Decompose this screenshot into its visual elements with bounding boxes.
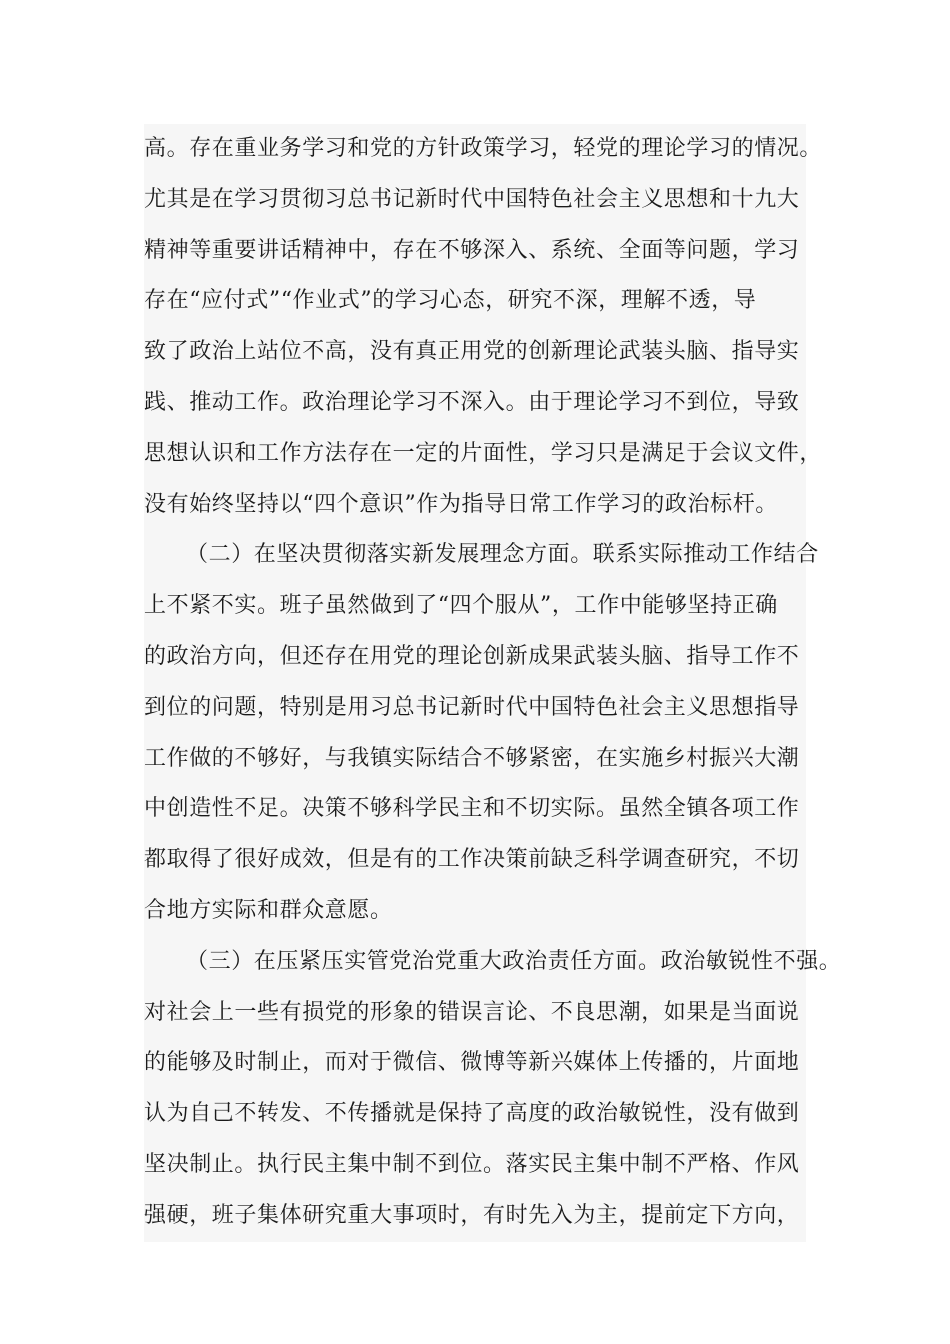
text-line: 致了政治上站位不高，没有真正用党的创新理论武装头脑、指导实 [144,339,800,365]
text-line: （三）在压紧压实管党治党重大政治责任方面。政治敏锐性不强。 [186,948,842,974]
text-line: 尤其是在学习贯彻习总书记新时代中国特色社会主义思想和十九大 [144,186,800,212]
text-line: 坚决制止。执行民主集中制不到位。落实民主集中制不严格、作风 [144,1151,800,1177]
text-line: 精神等重要讲话精神中，存在不够深入、系统、全面等问题，学习 [144,237,800,263]
text-line: 高。存在重业务学习和党的方针政策学习，轻党的理论学习的情况。 [144,136,823,161]
text-line: 存在“应付式”“作业式”的学习心态，研究不深，理解不透，导 [144,288,757,314]
text-line: 到位的问题，特别是用习总书记新时代中国特色社会主义思想指导 [144,694,800,720]
text-line: 对社会上一些有损党的形象的错误言论、不良思潮，如果是当面说 [144,999,800,1025]
text-line: 践、推动工作。政治理论学习不深入。由于理论学习不到位，导致 [144,389,800,415]
text-line: 上不紧不实。班子虽然做到了“四个服从”，工作中能够坚持正确 [144,593,778,619]
text-line: （二）在坚决贯彻落实新发展理念方面。联系实际推动工作结合 [186,542,819,568]
text-line: 合地方实际和群众意愿。 [144,897,393,923]
text-line: 都取得了很好成效，但是有的工作决策前缺乏科学调查研究，不切 [144,847,800,873]
text-line: 工作做的不够好，与我镇实际结合不够紧密，在实施乡村振兴大潮 [144,745,800,771]
text-line: 强硬，班子集体研究重大事项时，有时先入为主，提前定下方向， [144,1202,800,1228]
text-line: 思想认识和工作方法存在一定的片面性，学习只是满足于会议文件， [144,440,823,466]
text-line: 的能够及时制止，而对于微信、微博等新兴媒体上传播的，片面地 [144,1050,800,1076]
text-line: 没有始终坚持以“四个意识”作为指导日常工作学习的政治标杆。 [144,491,778,517]
text-line: 认为自己不转发、不传播就是保持了高度的政治敏锐性，没有做到 [144,1101,800,1127]
text-line: 中创造性不足。决策不够科学民主和不切实际。虽然全镇各项工作 [144,796,800,822]
text-line: 的政治方向，但还存在用党的理论创新成果武装头脑、指导工作不 [144,643,800,669]
body-text [144,124,842,1242]
